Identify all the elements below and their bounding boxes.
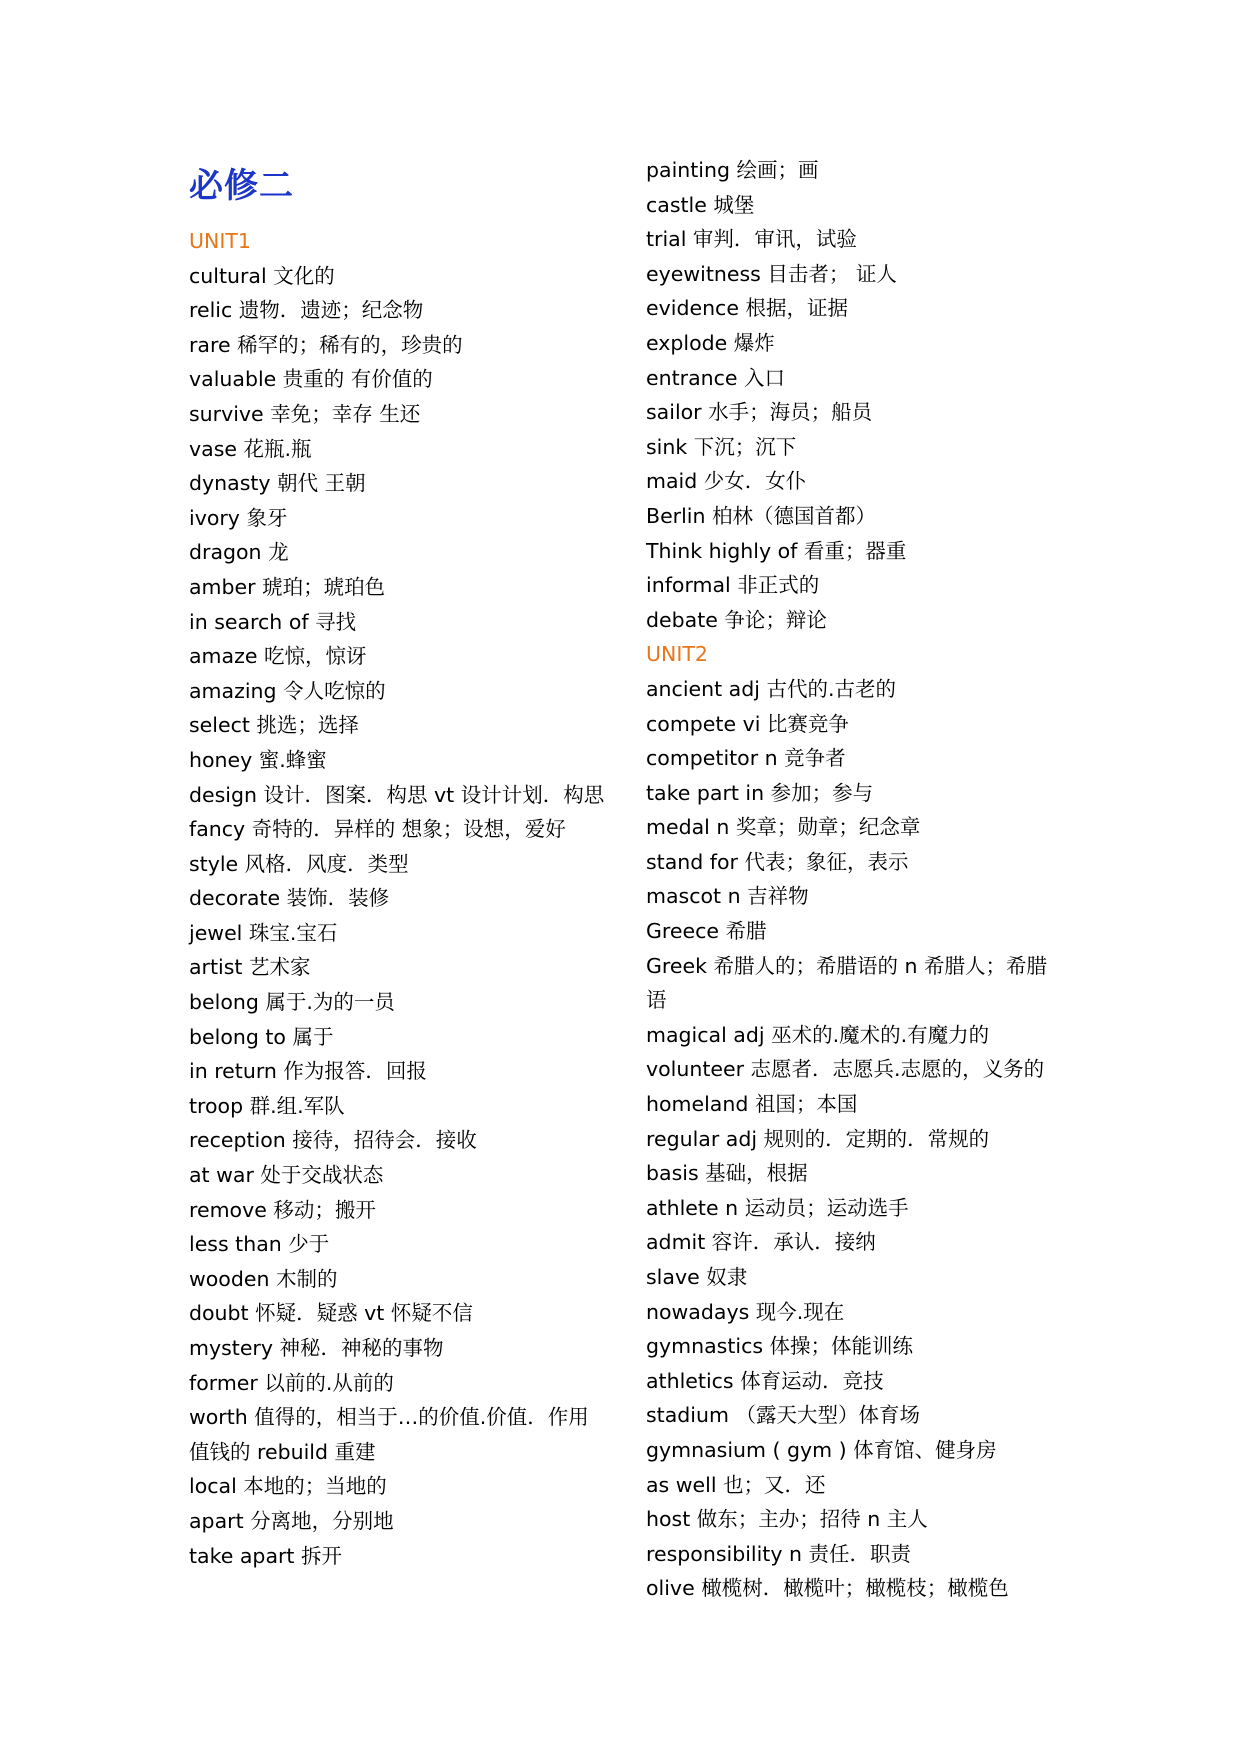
unit1-vocab-list-continued	[646, 153, 1066, 637]
unit2-heading: UNIT2	[646, 642, 708, 667]
vocab-entry: in search of 寻找	[189, 609, 357, 634]
vocab-entry: take apart 拆开	[189, 1543, 342, 1568]
vocab-entry: troop 群.组.军队	[189, 1093, 345, 1118]
vocab-entry: Think highly of 看重；器重	[646, 538, 907, 563]
vocab-entry: honey 蜜.蜂蜜	[189, 747, 327, 772]
vocab-entry: sailor 水手；海员；船员	[646, 400, 873, 425]
vocab-entry: stadium （露天大型）体育场	[646, 1403, 920, 1428]
vocab-entry: dragon 龙	[189, 540, 289, 565]
vocab-entry: ancient adj 古代的.古老的	[646, 676, 896, 701]
vocab-entry: dynasty 朝代 王朝	[189, 471, 366, 496]
vocab-entry: nowadays 现今.现在	[646, 1299, 845, 1324]
unit1-vocab-list	[189, 259, 609, 1574]
vocab-entry: competitor n 竞争者	[646, 746, 846, 771]
vocab-entry: former 以前的.从前的	[189, 1370, 394, 1395]
vocab-entry: rare 稀罕的；稀有的，珍贵的	[189, 332, 463, 357]
vocab-entry: basis 基础，根据	[646, 1161, 808, 1186]
vocab-entry: entrance 入口	[646, 365, 786, 390]
vocab-entry: amber 琥珀；琥珀色	[189, 574, 386, 599]
vocab-entry: Berlin 柏林（德国首都）	[646, 503, 877, 528]
vocab-entry: host 做东；主办；招待 n 主人	[646, 1507, 928, 1532]
vocab-entry: painting 绘画；画	[646, 158, 819, 182]
vocab-entry: decorate 装饰．装修	[189, 886, 390, 911]
vocab-entry: doubt 怀疑．疑惑 vt 怀疑不信	[189, 1301, 473, 1326]
vocab-entry: sink 下沉；沉下	[646, 434, 797, 459]
right-column	[646, 153, 1066, 1606]
vocab-entry: cultural 文化的	[189, 263, 335, 288]
unit1-heading: UNIT1	[189, 229, 251, 253]
vocab-entry: regular adj 规则的．定期的．常规的	[646, 1126, 990, 1151]
vocab-entry: debate 争论；辩论	[646, 607, 827, 632]
vocab-entry: belong to 属于	[189, 1024, 334, 1049]
vocab-entry: take part in 参加；参与	[646, 780, 874, 805]
page-title: 必修二	[189, 166, 294, 206]
vocab-entry: Greece 希腊	[646, 919, 767, 944]
vocab-entry: athlete n 运动员；运动选手	[646, 1195, 909, 1220]
vocab-entry: informal 非正式的	[646, 573, 820, 598]
vocab-entry: artist 艺术家	[189, 955, 311, 980]
vocab-entry: volunteer 志愿者．志愿兵.志愿的，义务的	[646, 1057, 1045, 1082]
unit2-vocab-list	[646, 672, 1066, 1606]
vocab-entry: mystery 神秘．神秘的事物	[189, 1336, 444, 1360]
vocab-entry: less than 少于	[189, 1232, 330, 1257]
vocab-entry: eyewitness 目击者； 证人	[646, 261, 897, 286]
vocab-entry: responsibility n 责任．职责	[646, 1541, 911, 1566]
vocab-entry: select 挑选；选择	[189, 713, 359, 738]
vocab-entry: athletics 体育运动．竞技	[646, 1368, 884, 1393]
left-column	[189, 158, 609, 1573]
vocab-entry: amaze 吃惊，惊讶	[189, 644, 367, 669]
vocab-entry: in return 作为报答．回报	[189, 1059, 427, 1084]
vocab-entry: medal n 奖章；勋章；纪念章	[646, 815, 921, 840]
vocab-entry: survive 幸免；幸存 生还	[189, 401, 421, 426]
vocab-entry: valuable 贵重的 有价值的	[189, 367, 433, 392]
vocab-entry: olive 橄榄树．橄榄叶；橄榄枝；橄榄色	[646, 1576, 1009, 1601]
vocab-entry: evidence 根据，证据	[646, 296, 848, 321]
vocab-entry: as well 也；又．还	[646, 1472, 826, 1497]
vocab-entry: belong 属于.为的一员	[189, 990, 395, 1015]
vocab-entry: explode 爆炸	[646, 330, 775, 355]
vocab-entry: gymnasium ( gym ) 体育馆、健身房	[646, 1437, 997, 1462]
vocab-entry: ivory 象牙	[189, 505, 288, 530]
vocab-entry: compete vi 比赛竞争	[646, 711, 849, 736]
vocab-entry: design 设计．图案．构思 vt 设计计划．构思	[189, 782, 605, 807]
vocab-entry: local 本地的；当地的	[189, 1474, 387, 1499]
vocab-entry: admit 容许．承认．接纳	[646, 1230, 876, 1255]
vocab-entry: homeland 祖国；本国	[646, 1092, 858, 1117]
vocab-entry: fancy 奇特的．异样的 想象；设想，爱好	[189, 817, 566, 842]
vocab-entry: apart 分离地，分别地	[189, 1508, 394, 1533]
vocab-entry: Greek 希腊人的；希腊语的 n 希腊人；希腊语	[646, 953, 1048, 1013]
vocab-entry: magical adj 巫术的.魔术的.有魔力的	[646, 1022, 990, 1047]
vocab-entry: reception 接待，招待会．接收	[189, 1128, 477, 1153]
vocab-entry: wooden 木制的	[189, 1266, 338, 1291]
vocab-entry: worth 值得的，相当于…的价值.价值．作用值钱的 rebuild 重建	[189, 1405, 589, 1464]
vocab-entry: style 风格．风度．类型	[189, 851, 409, 876]
vocab-entry: at war 处于交战状态	[189, 1163, 384, 1188]
vocab-entry: castle 城堡	[646, 192, 755, 217]
vocab-entry: remove 移动；搬开	[189, 1197, 376, 1222]
vocab-entry: gymnastics 体操；体能训练	[646, 1334, 914, 1359]
vocab-entry: maid 少女．女仆	[646, 469, 807, 494]
vocab-entry: mascot n 吉祥物	[646, 884, 809, 909]
vocab-entry: jewel 珠宝.宝石	[189, 920, 338, 945]
vocab-entry: relic 遗物．遗迹；纪念物	[189, 298, 424, 323]
vocab-entry: slave 奴隶	[646, 1265, 748, 1289]
vocab-entry: trial 审判．审讯，试验	[646, 227, 857, 252]
vocab-entry: amazing 令人吃惊的	[189, 678, 386, 703]
vocab-entry: stand for 代表；象征，表示	[646, 849, 909, 874]
vocab-entry: vase 花瓶.瓶	[189, 436, 312, 461]
